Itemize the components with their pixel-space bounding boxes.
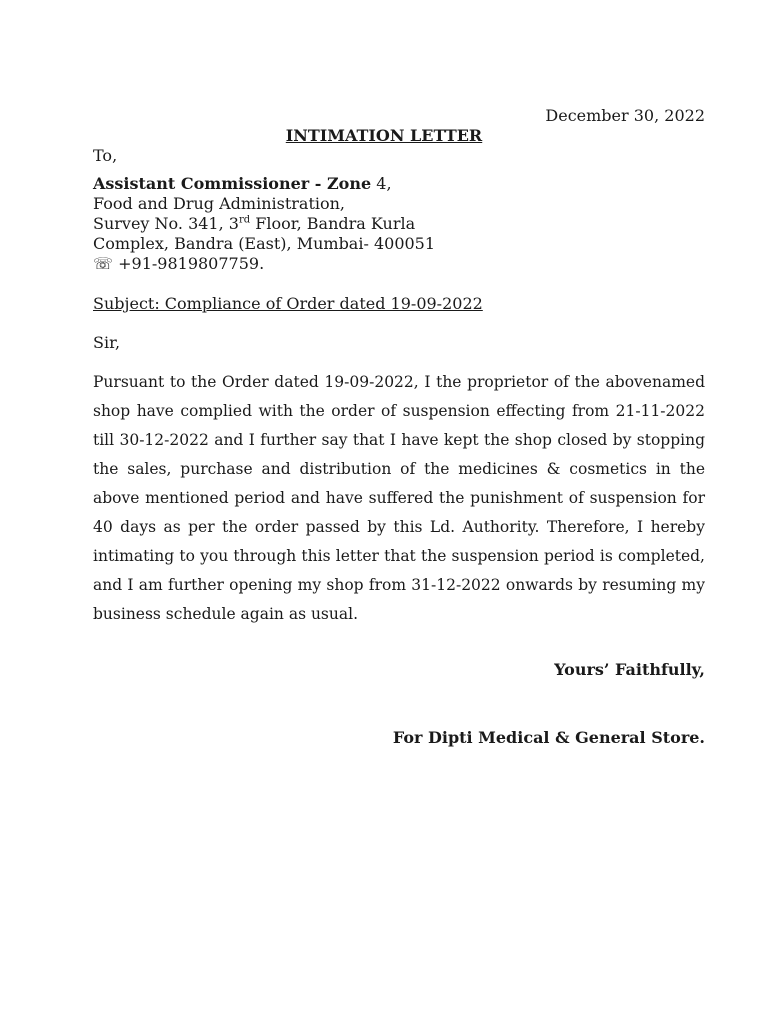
- to-label: To,: [93, 146, 118, 165]
- letter-body: Pursuant to the Order dated 19-09-2022, I the proprietor of the abovenamed shop have complied with the order of suspension effecting from 21-11-2022 till 30-12-2022 and I further say that I have kept the shop closed by stopping the sales, purchase and distribution of the medicines & cosmetics in the above mentioned period and have suffered the punishment of suspension for 40 days as per the order passed by this Ld. Authority. Therefore, I hereby intimating to you through this letter that the suspension period is completed, and I am further opening my shop from 31-12-2022 onwards by resuming my business schedule again as usual.: [93, 373, 705, 623]
- letter-title: INTIMATION LETTER: [285, 126, 483, 145]
- address-line-1-start: Survey No. 341, 3: [93, 214, 239, 233]
- address-line-1-ordinal: rd: [238, 214, 251, 226]
- recipient-organization: Food and Drug Administration,: [93, 194, 346, 213]
- phone-icon: ☏: [93, 254, 114, 273]
- recipient-phone: +91-9819807759.: [113, 254, 265, 273]
- recipient-zone-number: 4: [376, 174, 387, 193]
- recipient-address-line-2: Complex, Bandra (East), Mumbai- 400051: [93, 234, 436, 253]
- letter-date: December 30, 2022: [545, 106, 705, 125]
- recipient-address-line-1: [93, 214, 693, 234]
- letter-salutation: Sir,: [93, 333, 121, 352]
- recipient-name: Assistant Commissioner - Zone: [93, 174, 372, 193]
- recipient-name-suffix: ,: [386, 174, 392, 193]
- recipient-address: [93, 174, 693, 274]
- letter-closing: Yours’ Faithfully,: [554, 660, 705, 679]
- recipient-phone-line: [93, 254, 693, 274]
- letter-signatory: For Dipti Medical & General Store.: [392, 728, 705, 747]
- recipient-name-line: [93, 174, 693, 194]
- address-line-1-end: Floor, Bandra Kurla: [250, 214, 416, 233]
- letter-subject: Subject: Compliance of Order dated 19-09-2022: [93, 294, 483, 313]
